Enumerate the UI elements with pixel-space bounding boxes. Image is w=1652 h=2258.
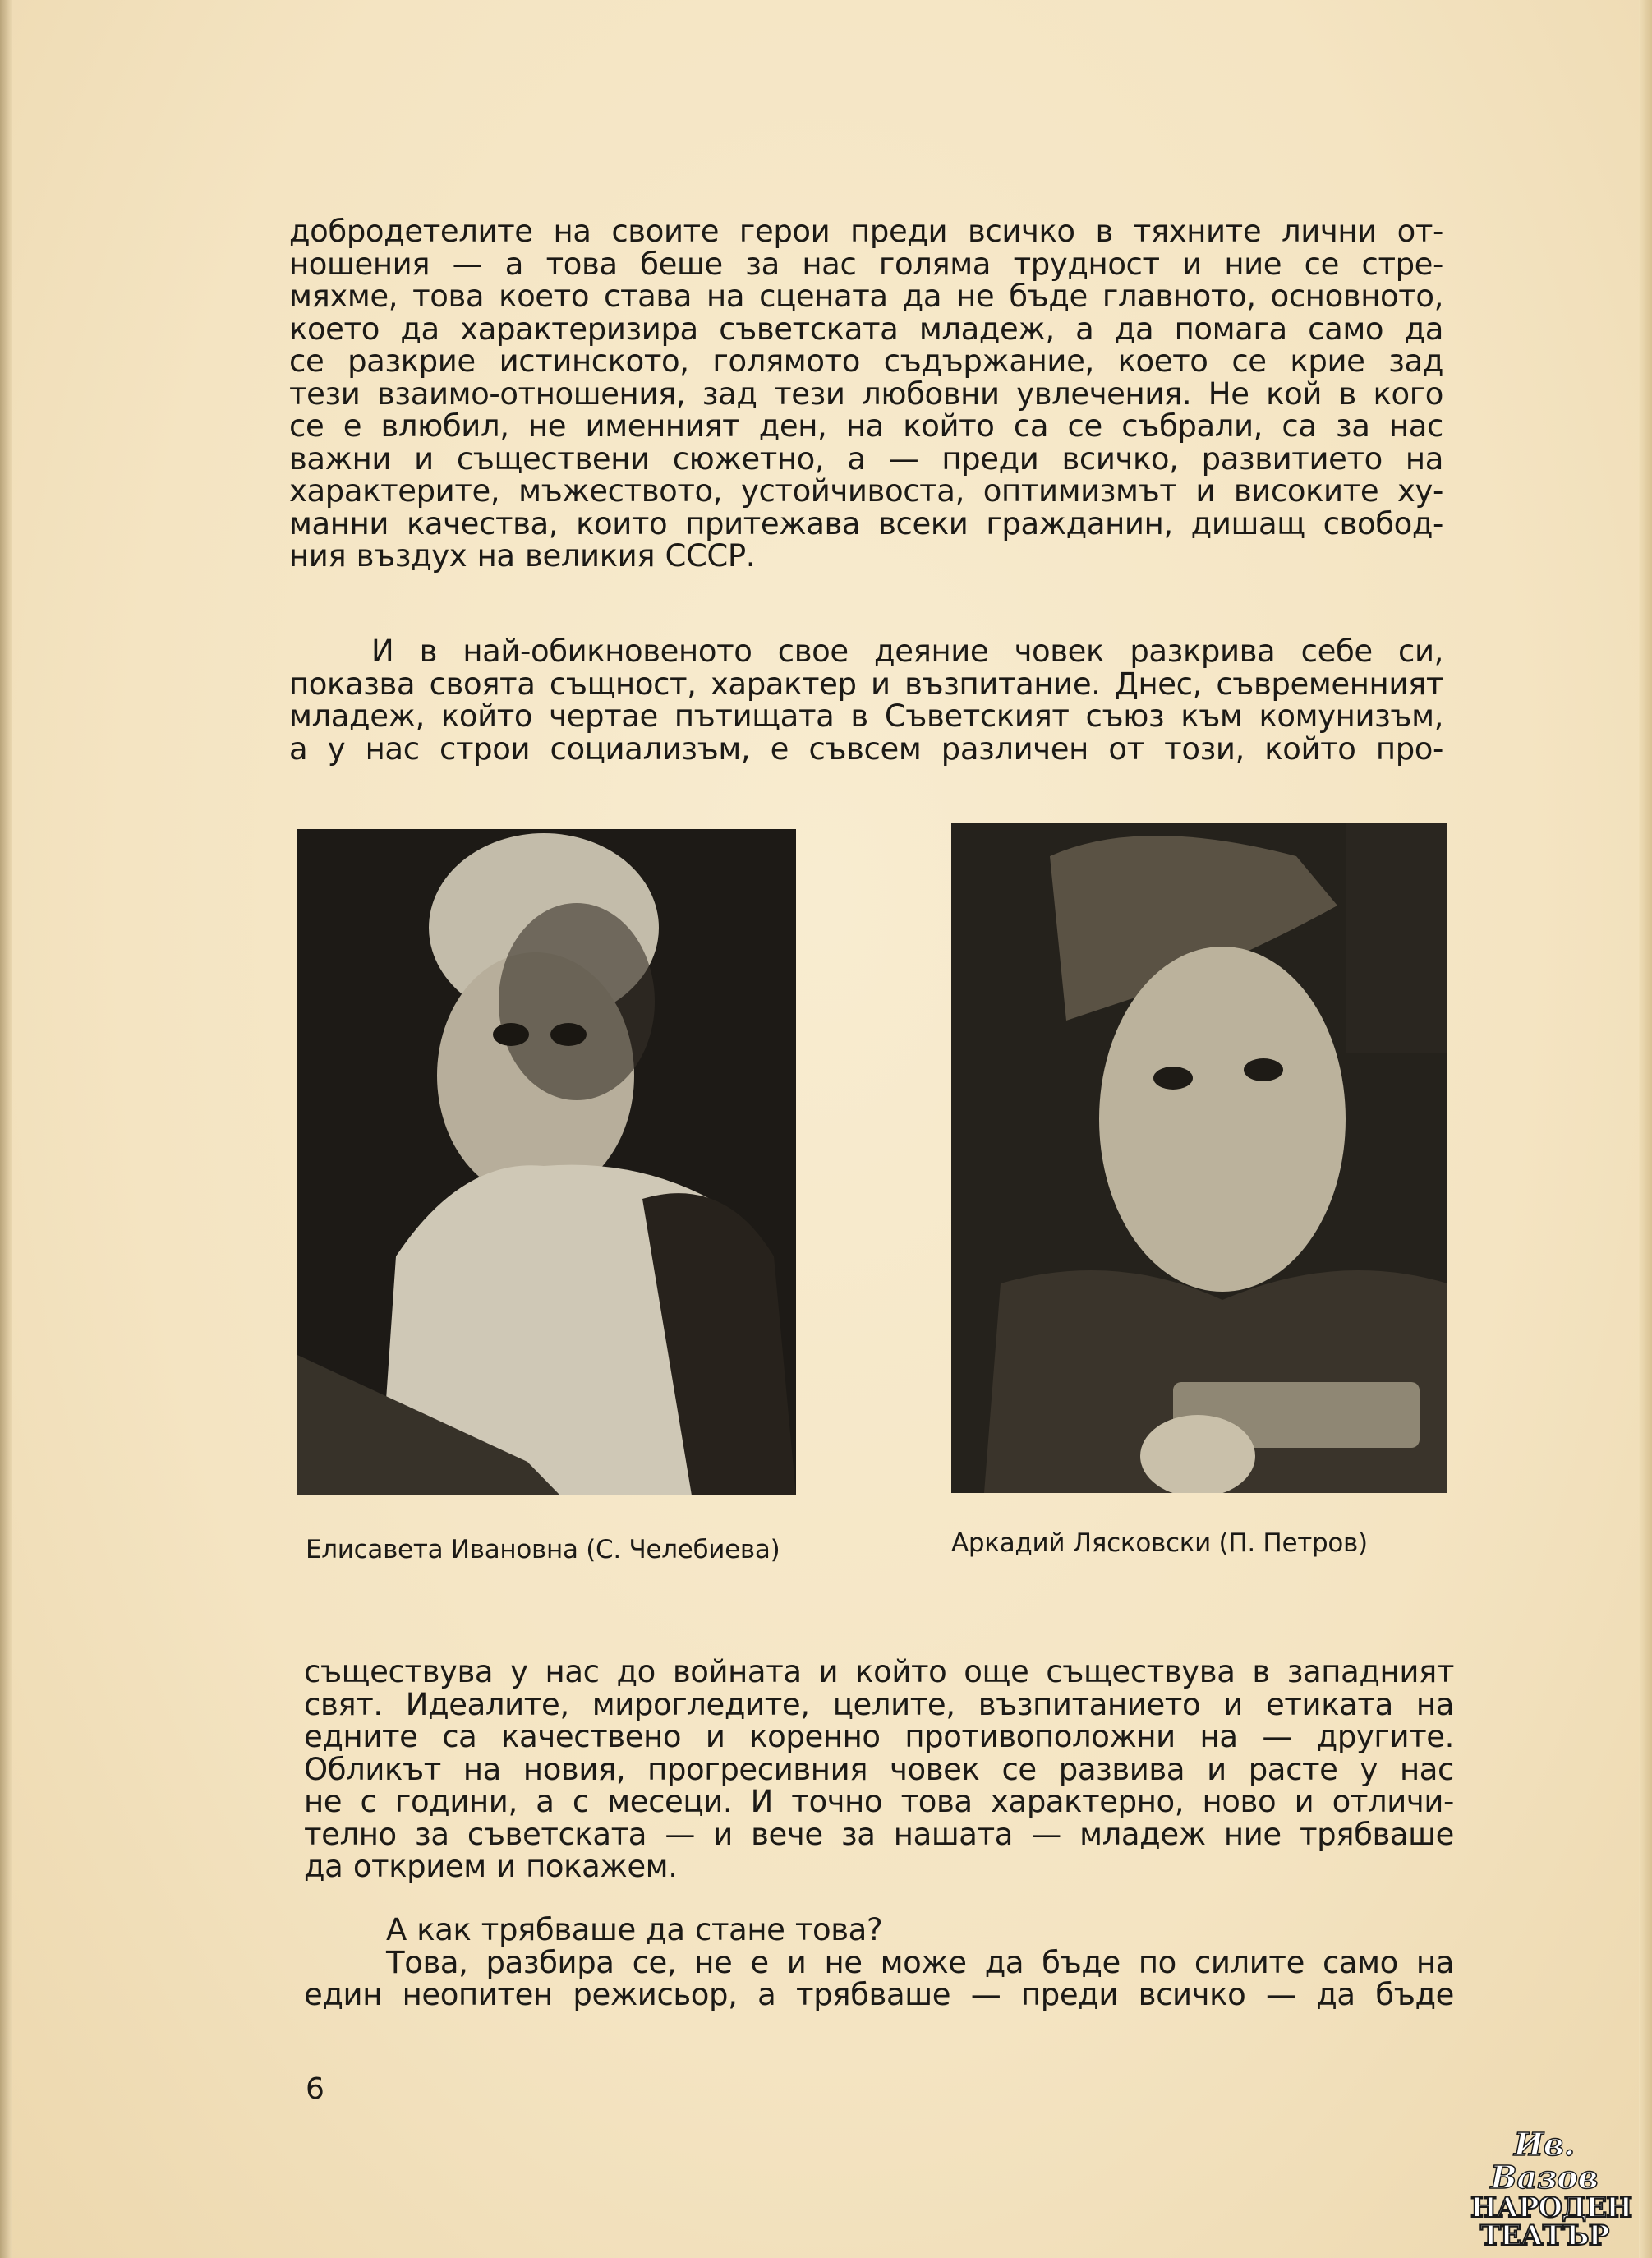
text-line: съществува у нас до войната и който още съществува в западният xyxy=(304,1654,1454,1689)
text-line: младеж, който чертае пътищата в Съветският съюз към комунизъм, xyxy=(289,698,1443,734)
text-line: мяхме, това което става на сцената да не бъде главното, основното, xyxy=(289,279,1443,314)
logo-script: Ив. Вазов xyxy=(1490,2126,1599,2196)
text-line: а у нас строи социализъм, е съвсем различен от този, който про- xyxy=(289,730,1443,767)
text-line: важни и съществени сюжетно, а — преди всичко, развитието на xyxy=(289,440,1443,477)
text-line: едните са качествено и коренно противоположни на — другите. xyxy=(304,1719,1454,1754)
logo-line2: ТЕАТЪР xyxy=(1479,2219,1609,2252)
text-line: се разкрие истинското, голямото съдържание, което се крие зад xyxy=(289,343,1443,379)
page-edge-left xyxy=(0,0,12,2258)
text-line: тези взаимо-отношения, зад тези любовни увлечения. Не кой в кого xyxy=(289,376,1443,412)
caption-left: Елисавета Ивановна (С. Челебиева) xyxy=(306,1535,780,1564)
text-line: ния въздух на великия СССР. xyxy=(289,538,756,574)
text-line: да открием и покажем. xyxy=(304,1849,678,1884)
text-line: манни качества, които притежава всеки гражданин, дишащ свобод- xyxy=(289,505,1443,541)
page-edge-right xyxy=(1639,0,1652,2258)
paragraph-mid xyxy=(289,635,1443,765)
paragraph-bottom xyxy=(304,1656,1454,1883)
photo-elisaveta-ivanovna xyxy=(297,829,796,1495)
paragraph-top xyxy=(289,215,1443,573)
paragraph-question xyxy=(304,1914,1454,2011)
photo-arkadiy-lyaskovski xyxy=(951,823,1447,1493)
text-line: свят. Идеалите, мирогледите, целите, възпитанието и етиката на xyxy=(304,1686,1454,1722)
text-line: се е влюбил, не именният ден, на който са се събрали, са за нас xyxy=(289,408,1443,444)
page-number: 6 xyxy=(306,2072,324,2106)
text-line: А как трябваше да стане това? xyxy=(386,1912,883,1947)
text-line: един неопитен режисьор, а трябваше — преди всичко — да бъде xyxy=(304,1977,1454,2012)
logo-line1: НАРОДЕН xyxy=(1470,2191,1632,2224)
text-line: характерите, мъжеството, устойчивоста, оптимизмът и високите ху- xyxy=(289,473,1443,509)
theatre-logo xyxy=(1470,2126,1632,2252)
text-line: ношения — а това беше за нас голяма трудност и ние се стре- xyxy=(289,246,1443,282)
caption-right: Аркадий Лясковски (П. Петров) xyxy=(951,1528,1368,1558)
text-line: показва своята същност, характер и възпитание. Днес, съвременният xyxy=(289,666,1443,702)
text-line: телно за съветската — и вече за нашата — младеж ние трябваше xyxy=(304,1816,1454,1852)
text-line: Обликът на новия, прогресивния човек се развива и расте у нас xyxy=(304,1751,1454,1787)
text-line: което да характеризира съветската младеж, а да помага само да xyxy=(289,311,1443,347)
text-line: Това, разбира се, не е и не може да бъде по силите само на xyxy=(386,1944,1454,1980)
text-line: добродетелите на своите герои преди всичко в тяхните лични от- xyxy=(289,214,1443,249)
text-line: И в най-обикновеното свое деяние човек разкрива себе си, xyxy=(371,634,1443,669)
text-line: не с години, а с месеци. И точно това характерно, ново и отличи- xyxy=(304,1784,1454,1819)
